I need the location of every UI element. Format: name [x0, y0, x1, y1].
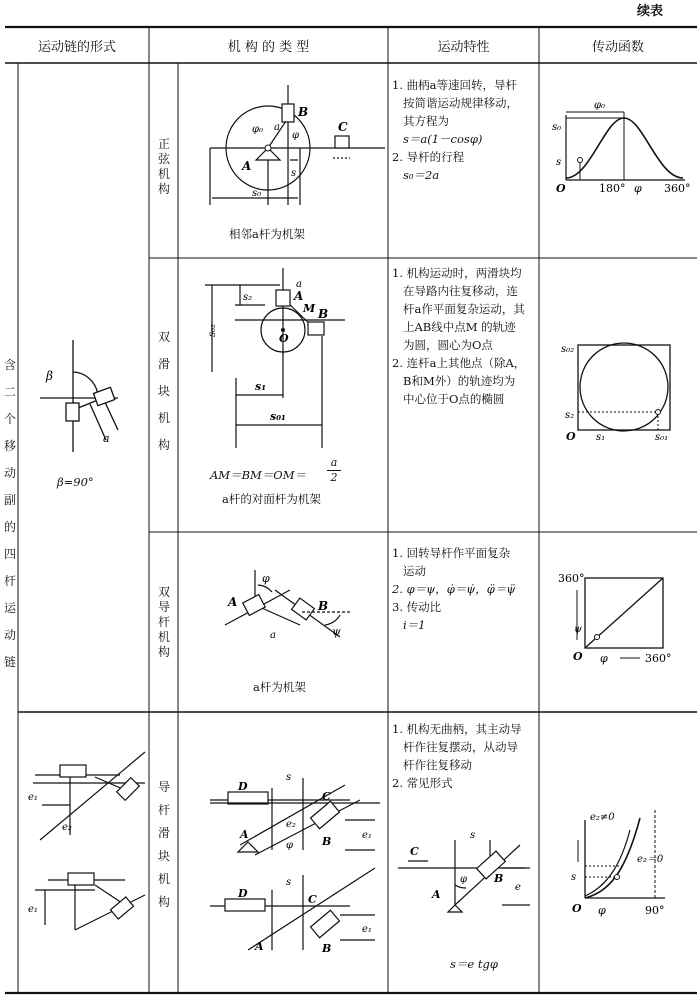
chain-label-char: 二 [3, 385, 16, 399]
g3-y360: 360° [558, 572, 585, 585]
chain-label-char: 含 [3, 358, 16, 372]
g4-O: O [572, 902, 582, 915]
char-line: 3. 传动比 [392, 600, 442, 614]
chain-label-char: 个 [3, 412, 16, 426]
header-transfer-func: 传动函数 [591, 39, 644, 55]
dg-psi-label: ψ [332, 625, 341, 638]
chain-gs-e1-label: e₁ [28, 792, 38, 803]
name-char: 正 [157, 137, 170, 151]
name-char: 机 [157, 411, 170, 425]
chain-a-label: a [103, 432, 110, 445]
dg-A-label: A [228, 595, 238, 609]
g3-phi: φ [600, 652, 608, 665]
name-char: 机 [157, 167, 170, 181]
char-line: 2. 常见形式 [392, 776, 453, 790]
char-line: 1. 回转导杆作平面复杂 [392, 546, 511, 560]
row2-caption: a杆的对面杆为机架 [222, 492, 321, 506]
char-line: 2. 导杆的行程 [392, 150, 465, 164]
chain-label-char: 四 [3, 547, 16, 561]
name-char: 构 [157, 438, 170, 452]
g2-O: O [566, 430, 576, 443]
ds-a-label: a [296, 279, 302, 290]
name-char: 块 [157, 384, 170, 398]
name-char: 构 [157, 645, 170, 659]
g4-x90: 90° [645, 904, 665, 917]
ds-A-label: A [294, 289, 304, 303]
g3-x360: 360° [645, 652, 672, 665]
chain-label-char: 移 [3, 439, 16, 453]
chain-gs2-e1-label: e₁ [28, 904, 38, 915]
row3-caption: a杆为机架 [253, 680, 306, 694]
sine-phi0-label: φ₀ [252, 124, 264, 135]
gs2-C-label: C [308, 893, 317, 906]
g1-phi0: φ₀ [594, 100, 606, 111]
sine-C-label: C [338, 120, 348, 134]
g1-x180: 180° [599, 182, 626, 195]
fraction-numerator: a [330, 456, 338, 469]
ds-s01-label: s₀₁ [270, 410, 286, 423]
name-char: 双 [157, 330, 170, 344]
header-motion-char: 运动特性 [437, 39, 490, 55]
chain-label-char: 动 [3, 466, 16, 480]
name-char: 滑 [157, 357, 170, 371]
char-line: s＝a(1－cosφ) [403, 132, 483, 146]
g2-s02: s₀₂ [561, 344, 575, 355]
g4-phi: φ [598, 904, 606, 917]
char-line: 1. 机构无曲柄，其主动导 [392, 722, 522, 736]
char-line: B和M外）的轨迹均为 [403, 374, 516, 388]
name-char: 弦 [157, 152, 170, 166]
chain-gs-e2-label: e₂ [62, 822, 72, 833]
gs2-B-label: B [322, 942, 332, 955]
cf-C-label: C [410, 845, 419, 858]
g1-s0: s₀ [552, 122, 562, 133]
dg-B-label: B [318, 599, 329, 613]
gs2-A-label: A [255, 940, 264, 953]
gs2-e1-label: e₁ [362, 924, 372, 935]
name-char: 构 [157, 895, 170, 909]
cf-B-label: B [494, 872, 504, 885]
sine-A-label: A [242, 159, 252, 173]
sine-B-label: B [298, 105, 309, 119]
char-line: s₀＝2a [403, 168, 440, 182]
char-line: 1. 机构运动时，两滑块均 [392, 266, 522, 280]
ds-s1-label: s₁ [255, 380, 267, 393]
ds-s02-label: s₀₂ [207, 323, 218, 337]
char-line: 杆作往复移动 [403, 758, 472, 772]
char-line: 上AB线中点M 的轨迹 [403, 320, 516, 334]
g2-s01: s₀₁ [655, 432, 669, 443]
dg-a-label: a [270, 630, 276, 641]
cf-e-label: e [515, 882, 521, 893]
chain-label-char: 动 [3, 628, 16, 642]
char-line: 杆a作平面复杂运动，其 [403, 302, 525, 316]
gs-s-label: s [286, 772, 292, 783]
name-char: 构 [157, 182, 170, 196]
dg-phi-label: φ [262, 572, 270, 585]
g1-s: s [556, 157, 562, 168]
name-char: 机 [157, 872, 170, 886]
row2-formula-text: AM＝BM＝OM＝ [210, 468, 307, 482]
char-line: 运动 [403, 564, 426, 578]
g2-s2: s₂ [565, 410, 575, 421]
cf-phi-label: φ [460, 874, 468, 885]
char-line: 按简谐运动规律移动， [403, 96, 518, 110]
sine-s-label: s [291, 168, 297, 179]
sine-s0-label: s₀ [252, 188, 262, 199]
char-line: 1. 曲柄a等速回转，导杆 [392, 78, 517, 92]
gs-A-label: A [240, 828, 249, 841]
gs2-s-label: s [286, 877, 292, 888]
name-char: 导 [157, 600, 170, 614]
g1-O: O [556, 182, 566, 195]
chain-beta-label: β [46, 369, 53, 383]
cf-A-label: A [432, 888, 441, 901]
gs-C-label: C [322, 790, 331, 803]
gs-phi-label: φ [286, 840, 294, 851]
g2-s1: s₁ [596, 432, 606, 443]
chain-label-char: 链 [3, 655, 16, 669]
char-line: 杆作往复摆动，从动导 [403, 740, 518, 754]
gs-D-label: D [238, 780, 248, 793]
gs-e2-label: e₂ [286, 819, 296, 830]
ds-M-label: M [303, 302, 316, 315]
char-line: 2. φ＝ψ，φ̇＝ψ̇，φ̈＝ψ̈ [392, 582, 516, 596]
g4-e2eq0: e₂＝0 [637, 854, 664, 865]
fraction-denominator: 2 [327, 470, 341, 485]
continued-label: 续表 [637, 4, 664, 19]
name-char: 杆 [157, 615, 170, 629]
name-char: 滑 [157, 826, 170, 840]
char-line: 中心位于O点的椭圆 [403, 392, 505, 406]
header-mechanism-type: 机 构 的 类 型 [227, 39, 310, 55]
ds-B-label: B [318, 307, 329, 321]
chain-beta-eq: β=90° [57, 475, 94, 489]
gs-B-label: B [322, 835, 332, 848]
name-char: 块 [157, 849, 170, 863]
row4-formula: s＝e tgφ [450, 957, 498, 971]
char-line: 为圆，圆心为O点 [403, 338, 493, 352]
sine-a-label: a [274, 122, 280, 133]
header-chain-form: 运动链的形式 [37, 39, 116, 55]
sine-phi-label: φ [292, 130, 300, 141]
g3-O: O [573, 650, 583, 663]
char-line: 在导路内往复移动，连 [403, 284, 518, 298]
name-char: 杆 [157, 803, 170, 817]
char-line: i＝1 [403, 618, 426, 632]
name-char: 机 [157, 630, 170, 644]
chain-label-char: 的 [3, 520, 16, 534]
cf-s-label: s [470, 830, 476, 841]
char-line: 2. 连杆a上其他点（除A， [392, 356, 526, 370]
g1-phi: φ [634, 182, 642, 195]
ds-s2-label: s₂ [243, 292, 253, 303]
chain-label-char: 杆 [3, 574, 16, 588]
row1-caption: 相邻a杆为机架 [229, 227, 305, 241]
chain-label-char: 运 [3, 601, 16, 615]
g1-x360: 360° [664, 182, 691, 195]
char-line: 其方程为 [403, 114, 449, 128]
g4-e2ne0: e₂≠0 [590, 812, 615, 823]
gs-e1-label: e₁ [362, 830, 372, 841]
g4-s: s [571, 872, 577, 883]
chain-label-char: 副 [3, 493, 16, 507]
gs2-D-label: D [238, 887, 248, 900]
ds-O-label: O [279, 332, 289, 345]
name-char: 双 [157, 585, 170, 599]
g3-psi: ψ [574, 624, 582, 635]
name-char: 导 [157, 780, 170, 794]
